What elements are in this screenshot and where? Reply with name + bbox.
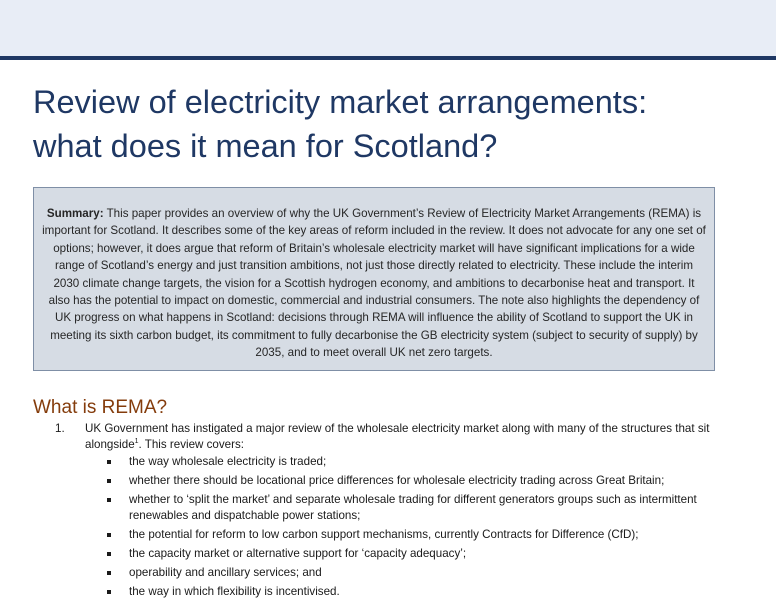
title-line-2: what does it mean for Scotland? (33, 128, 498, 164)
list-item (33, 492, 733, 525)
page-header-band (0, 0, 776, 57)
bullet-text: the potential for reform to low carbon support mechanisms, currently Contracts for Difference (CfD); (129, 527, 639, 541)
bullet-text: the way wholesale electricity is traded; (129, 455, 327, 468)
bullet-text: the capacity market or alternative support for ‘capacity adequacy’; (129, 546, 467, 560)
summary-label: Summary: (46, 207, 104, 220)
item-text-end: . This review covers: (138, 438, 244, 451)
page-title (33, 80, 753, 168)
bullet-text: whether to ‘split the market’ and separate wholesale trading for different generators groups such as intermittent renewables and dispatchable power stations; (129, 492, 697, 523)
list-item (33, 454, 733, 470)
item-text-body: UK Government has instigated a major review of the wholesale electricity market along with many of the structures that sit alongside (85, 422, 710, 451)
list-item (33, 527, 733, 543)
bullet-icon (107, 533, 111, 537)
bullet-icon (107, 590, 111, 594)
summary-box (33, 187, 715, 371)
list-item (33, 565, 733, 581)
section-heading: What is REMA? (33, 397, 168, 418)
title-line-1: Review of electricity market arrangements: (33, 84, 648, 120)
list-item (33, 584, 733, 600)
header-rule (0, 56, 776, 60)
bullet-icon (107, 460, 111, 464)
item-number: 1. (55, 422, 65, 435)
bullet-text: the way in which flexibility is incentivised. (129, 584, 340, 598)
bullet-icon (107, 479, 111, 483)
bullet-text: operability and ancillary services; and (129, 565, 322, 579)
list-item (33, 473, 733, 489)
bullet-text: whether there should be locational price differences for wholesale electricity trading across Great Britain; (129, 473, 665, 487)
item-text (85, 421, 725, 453)
list-item (33, 546, 733, 562)
summary-text: This paper provides an overview of why the UK Government’s Review of Electricity Market Arrangements (REMA) is important for Scotland. It describes some of the key areas of reform included in the review. It does not advocate for any one set of options; however, it does argue that reform of Britain’s wholesale electricity market will have significant implications for a wide range of Scotland’s energy and just transition ambitions, not just those directly related to electricity. These include the interim 2030 climate change targets, the vision for a Scottish hydrogen economy, and ambitions to decarbonise heat and transport. It also has the potential to impact on domestic, commercial and industrial consumers. The note also highlights the dependency of UK progress on what happens in Scotland: decisions through REMA will influence the ability of Scotland to support the UK in meeting its sixth carbon budget, its commitment to fully decarbonise the GB electricity system (subject to security of supply) by 2035, and to meet overall UK net zero targets. (42, 207, 706, 360)
bullet-icon (107, 498, 111, 502)
bullet-list (33, 454, 733, 603)
bullet-icon (107, 552, 111, 556)
bullet-icon (107, 571, 111, 575)
footnote-ref[interactable]: 1 (134, 438, 139, 446)
